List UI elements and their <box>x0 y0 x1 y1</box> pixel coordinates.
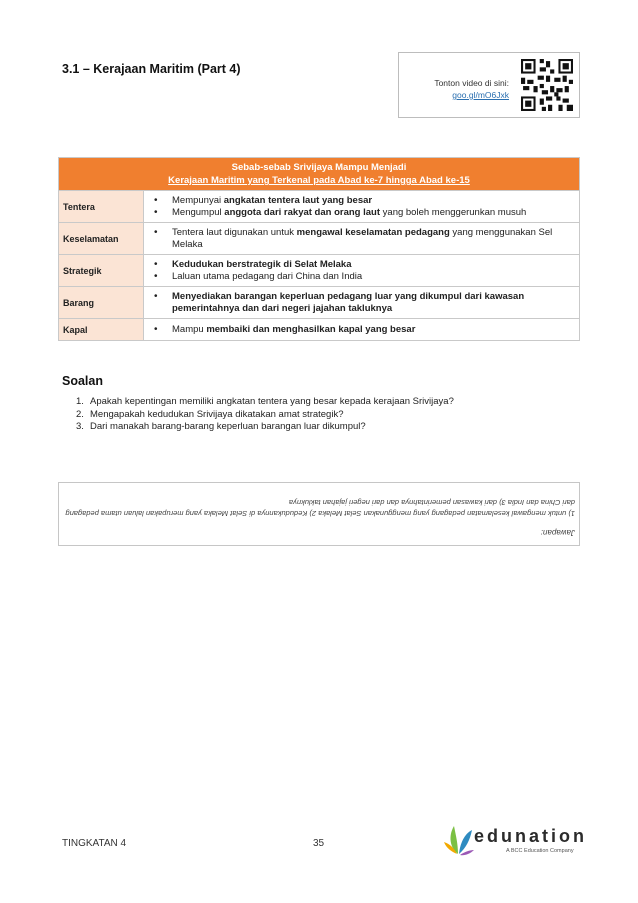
table-header <box>59 158 580 191</box>
srivijaya-table <box>58 157 580 341</box>
logo-word: edunation <box>474 826 587 846</box>
list-item: • Mampu membaiki dan menghasilkan kapal yang besar <box>148 324 575 336</box>
logo-subtitle: A BCC Education Company <box>506 848 574 854</box>
table-row <box>59 191 580 223</box>
table-header-line2: Kerajaan Maritim yang Terkenal pada Abad ke-7 hingga Abad ke-15 <box>168 175 470 186</box>
list-item: • Kedudukan berstrategik di Selat Melaka <box>148 259 575 271</box>
table-row <box>59 255 580 287</box>
list-item: • Tentera laut digunakan untuk mengawal keselamatan pedagang yang menggunakan Sel Melaka <box>148 227 575 251</box>
video-link[interactable]: goo.gl/mO6Jxk <box>452 90 509 100</box>
list-item: • Menyediakan barangan keperluan pedagang luar yang dikumpul dari kawasan pemerintahnya dan dari negeri jajahan takluknya <box>148 291 575 315</box>
row-label: Keselamatan <box>59 223 144 255</box>
table-row <box>59 319 580 341</box>
row-content <box>144 255 580 287</box>
row-content <box>144 191 580 223</box>
video-caption <box>434 77 509 101</box>
qr-code-icon[interactable] <box>521 59 573 111</box>
list-item: • Laluan utama pedagang dari China dan India <box>148 271 575 283</box>
row-content <box>144 223 580 255</box>
list-item: • Mengumpul anggota dari rakyat dan orang laut yang boleh menggerunkan musuh <box>148 207 575 219</box>
table-header-row <box>59 158 580 191</box>
row-label: Strategik <box>59 255 144 287</box>
row-content <box>144 319 580 341</box>
question-item: 3. Dari manakah barang-barang keperluan barangan luar dikumpul? <box>76 421 366 432</box>
question-item: 2. Mengapakah kedudukan Srivijaya dikatakan amat strategik? <box>76 408 344 420</box>
table-row <box>59 223 580 255</box>
answer-label: Jawapan: <box>540 528 575 537</box>
row-label: Tentera <box>59 191 144 223</box>
list-item: • Mempunyai angkatan tentera laut yang besar <box>148 195 575 207</box>
video-label: Tonton video di sini: <box>434 78 509 88</box>
row-label: Barang <box>59 287 144 319</box>
table-row <box>59 287 580 319</box>
page-title: 3.1 – Kerajaan Maritim (Part 4) <box>62 62 241 76</box>
edunation-logo <box>444 822 587 858</box>
video-box <box>398 52 580 118</box>
answer-box <box>58 482 580 546</box>
footer-grade: TINGKATAN 4 <box>62 838 127 849</box>
soalan-heading: Soalan <box>62 374 103 388</box>
answer-upside-down <box>59 483 579 545</box>
answer-text: 1) untuk mengawal keselamatan pedagang yang menggunakan Selat Melaka 2) Kedudukannya di Selat Melaka yang merupakan laluan utama pedagang dari China dan India 3) dari kawasan pemerintahnya dan dari negeri jajahan takluknya <box>65 498 575 518</box>
table-header-line1: Sebab-sebab Srivijaya Mampu Menjadi <box>231 162 407 173</box>
question-list <box>62 396 454 434</box>
row-label: Kapal <box>59 319 144 341</box>
row-content <box>144 287 580 319</box>
question-item: 1. Apakah kepentingan memiliki angkatan tentera yang besar kepada kerajaan Srivijaya? <box>76 396 454 407</box>
page-number: 35 <box>313 838 325 849</box>
leaf-logo-icon <box>444 822 474 856</box>
